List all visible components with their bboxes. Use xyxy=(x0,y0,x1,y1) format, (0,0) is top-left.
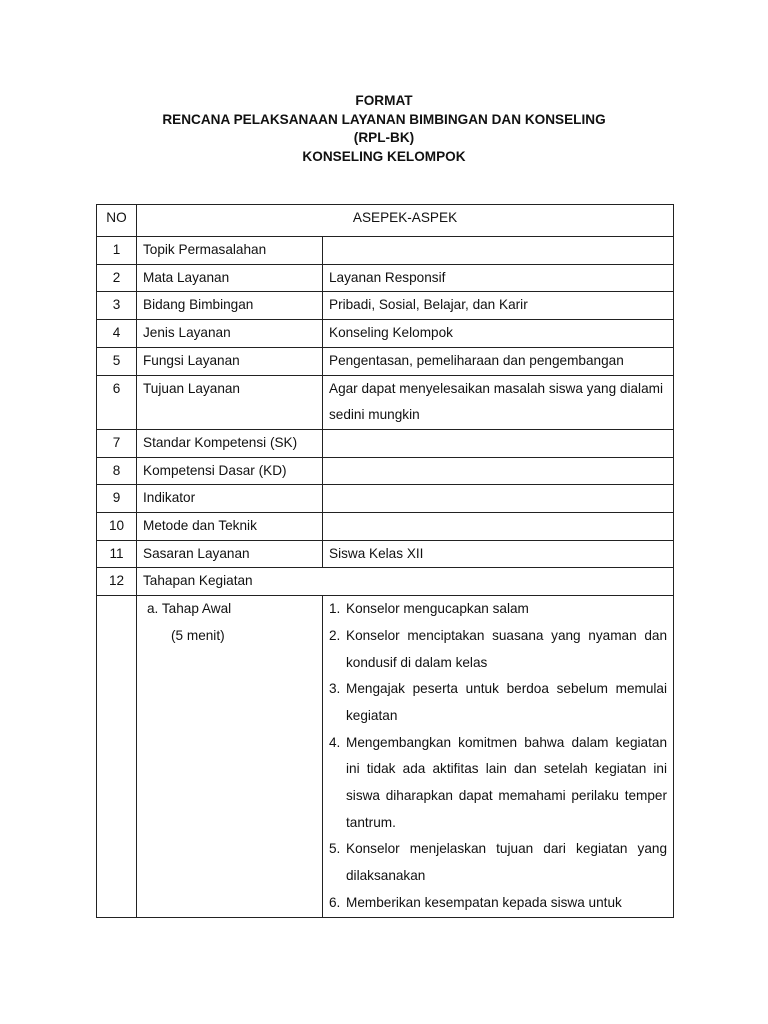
list-item xyxy=(329,676,667,729)
row-aspect-value xyxy=(323,237,674,265)
row-aspect-label: Fungsi Layanan xyxy=(137,347,323,375)
table-row xyxy=(97,237,674,265)
activity-number: 3. xyxy=(329,681,341,697)
row-aspect-value xyxy=(323,485,674,513)
list-item xyxy=(329,596,667,623)
row-aspect-value: Agar dapat menyelesaikan masalah siswa yang dialami sedini mungkin xyxy=(323,375,674,429)
table-row xyxy=(97,292,674,320)
table-row xyxy=(97,457,674,485)
table-row xyxy=(97,320,674,348)
heading-format: FORMAT xyxy=(355,93,413,108)
row-aspect-label: Indikator xyxy=(137,485,323,513)
row-aspect-label: Kompetensi Dasar (KD) xyxy=(137,457,323,485)
activity-text: Mengajak peserta untuk berdoa sebelum memulai kegiatan xyxy=(346,681,668,723)
activity-number: 4. xyxy=(329,734,341,750)
row-number: 9 xyxy=(97,485,137,513)
activity-text: Konselor menciptakan suasana yang nyaman dan kondusif di dalam kelas xyxy=(346,627,668,670)
table-row xyxy=(97,429,674,457)
table-row xyxy=(97,513,674,541)
row-aspect-label: Bidang Bimbingan xyxy=(137,292,323,320)
header-aspek: ASEPEK-ASPEK xyxy=(137,205,674,237)
table-row xyxy=(97,264,674,292)
heading-subtitle: KONSELING KELOMPOK xyxy=(302,148,466,164)
stage-cell xyxy=(137,596,323,917)
row-number: 12 xyxy=(97,568,137,596)
row-aspect-value xyxy=(323,457,674,485)
rpl-table xyxy=(96,204,674,918)
row-aspect-label: Jenis Layanan xyxy=(137,320,323,348)
row-number: 2 xyxy=(97,264,137,292)
row-number: 5 xyxy=(97,347,137,375)
row-aspect-label: Standar Kompetensi (SK) xyxy=(137,429,323,457)
row-aspect-label: Sasaran Layanan xyxy=(137,540,323,568)
list-item xyxy=(329,730,667,837)
heading-abbreviation: (RPL-BK) xyxy=(353,130,415,145)
list-item xyxy=(329,836,667,889)
row-number: 3 xyxy=(97,292,137,320)
activity-list xyxy=(329,596,667,916)
table-row xyxy=(97,375,674,429)
row-aspect-value xyxy=(323,429,674,457)
row-number: 8 xyxy=(97,457,137,485)
row-aspect-label: Topik Permasalahan xyxy=(137,237,323,265)
activity-text: Memberikan kesempatan kepada siswa untuk xyxy=(346,894,622,910)
row-number: 4 xyxy=(97,320,137,348)
activity-number: 1. xyxy=(329,601,341,617)
row-aspect-label: Metode dan Teknik xyxy=(137,513,323,541)
activity-text: Konselor mengucapkan salam xyxy=(346,601,529,617)
table-row xyxy=(97,347,674,375)
stage-number-cell xyxy=(97,596,137,917)
activity-text: Mengembangkan komitmen bahwa dalam kegiatan ini tidak ada aktifitas lain dan setelah kegiatan ini siswa diharapkan dapat memahami perilaku temper tantrum. xyxy=(346,734,668,830)
row-aspect-value: Konseling Kelompok xyxy=(323,320,674,348)
header-no: NO xyxy=(97,205,137,237)
activity-number: 2. xyxy=(329,627,341,643)
row-number: 11 xyxy=(97,540,137,568)
row-aspect-value: Siswa Kelas XII xyxy=(323,540,674,568)
row-number: 10 xyxy=(97,513,137,541)
stage-title: a. Tahap Awal xyxy=(147,601,232,617)
table-header-row xyxy=(97,205,674,237)
row-aspect-label: Mata Layanan xyxy=(137,264,323,292)
row-aspect-value: Pengentasan, pemeliharaan dan pengembangan xyxy=(323,347,674,375)
row-aspect-value: Layanan Responsif xyxy=(323,264,674,292)
row-aspect-label: Tahapan Kegiatan xyxy=(137,568,674,596)
activity-number: 5. xyxy=(329,841,341,857)
row-number: 7 xyxy=(97,429,137,457)
row-aspect-label: Tujuan Layanan xyxy=(137,375,323,429)
row-number: 1 xyxy=(97,237,137,265)
row-number: 6 xyxy=(97,375,137,429)
activity-text: Konselor menjelaskan tujuan dari kegiatan yang dilaksanakan xyxy=(346,841,668,884)
stage-row xyxy=(97,596,674,917)
table-row xyxy=(97,485,674,513)
list-item xyxy=(329,623,667,676)
document-heading xyxy=(0,92,768,166)
table-row-stages xyxy=(97,568,674,596)
row-aspect-value: Pribadi, Sosial, Belajar, dan Karir xyxy=(323,292,674,320)
heading-title: RENCANA PELAKSANAAN LAYANAN BIMBINGAN DAN KONSELING xyxy=(162,111,606,127)
table-row xyxy=(97,540,674,568)
stage-duration: (5 menit) xyxy=(171,627,225,643)
row-aspect-value xyxy=(323,513,674,541)
list-item xyxy=(329,890,667,917)
activity-number: 6. xyxy=(329,894,341,910)
stage-activities-cell xyxy=(323,596,674,917)
